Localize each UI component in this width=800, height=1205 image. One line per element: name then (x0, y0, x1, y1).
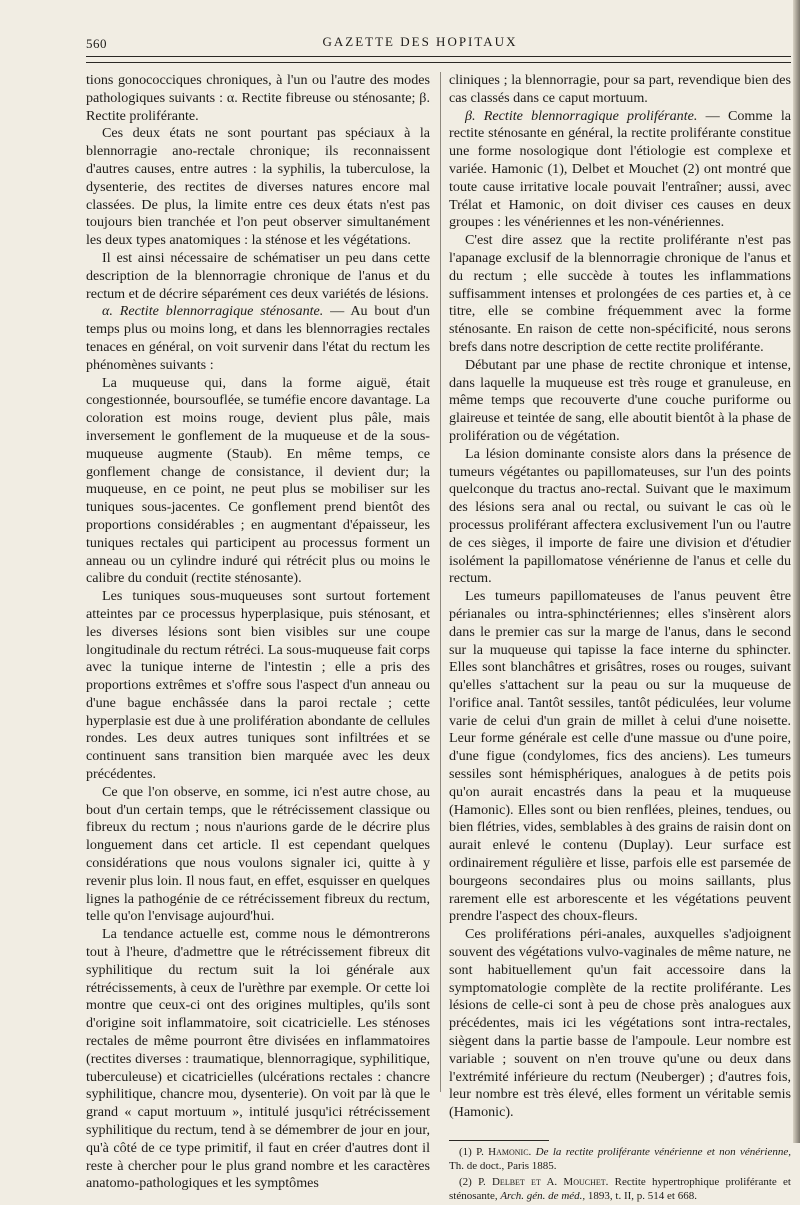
page-number: 560 (86, 36, 107, 51)
right-column (449, 72, 791, 1205)
body-paragraph: Ce que l'on observe, en somme, ici n'est autre chose, au bout d'un certain temps, que le rétrécissement classique ou fibreux du rectum ; nous n'aurions garde de le décrire plus longuement dans cet article. Il est cependant quelques considérations que nous voulons signaler ici, quitte à y revenir plus loin. Il nous faut, en effet, esquisser en quelques lignes la pathogénie de ce rétrécissement fibreux du rectum, telle qu'on l'envisage aujourd'hui. (86, 783, 430, 925)
body-paragraph: Débutant par une phase de rectite chronique et intense, dans laquelle la muqueuse est très rouge et granuleuse, en même temps que recouverte d'une couche puriforme ou glaireuse et teintée de sang, elle aboutit bientôt à la phase de prolifération ou de végétation. (449, 356, 791, 444)
body-paragraph: La muqueuse qui, dans la forme aiguë, était congestionnée, boursouflée, se tuméfie encore davantage. La coloration est moins rouge, devient plus pâle, mais inversement le gonflement de la muqueuse et de la sous-muqueuse augmente (Staub). En même temps, ce gonflement change de consistance, il devient dur; la muqueuse, en ce point, ne peut plus se mobiliser sur les tuniques sous-jacentes. Ce gonflement prend bientôt des proportions considérables ; en augmentant d'épaisseur, les tuniques rectales qui participent au processus forment un anneau ou un cylindre induré qui rétrécit plus ou moins le calibre du conduit (rectite sténosante). (86, 374, 430, 587)
footnote-author: Hamonic. (488, 1146, 532, 1159)
body-paragraph: tions gonococciques chroniques, à l'un ou l'autre des modes pathologiques suivants : α. Rectite fibreuse ou sténosante; β. Rectite proliférante. (86, 72, 430, 124)
page-edge-shadow (793, 0, 800, 1143)
section-beta-intro (449, 108, 791, 233)
header-rule (86, 56, 791, 57)
body-paragraph: Ces proliférations péri-anales, auxquelles s'adjoignent souvent des végétations vulvo-vaginales de même nature, ne sont habituellement qu'un fait accessoire dans la symptomatologie complète de la rectite proliférante. Les lésions de celle-ci sont à peu de chose près analogues aux précédentes, mais ici les végétations sont intra-rectales, siègent dans la partie basse de l'ampoule. Leur nombre est variable ; souvent on n'en trouve qu'une ou deux dans l'extrémité inférieure du rectum (Neuberger) ; d'autres fois, leur nombre est très élevé, elles forment un véritable semis (Hamonic). (449, 926, 791, 1121)
section-alpha-lead: — Au bout d'un temps plus ou moins long, et dans les blennorragies rectales tenaces en général, on voit survenir dans l'état du rectum les phénomènes suivants : (86, 303, 430, 373)
running-head: GAZETTE DES HOPITAUX (322, 34, 518, 49)
body-paragraph: cliniques ; la blennorragie, pour sa part, revendique bien des cas classés dans ce caput mortuum. (449, 72, 791, 106)
footnote (449, 1145, 791, 1173)
section-beta-lead: — Comme la rectite sténosante en général, la rectite proliférante constitue une forme nosologique dont l'étiologie est complexe et variée. Hamonic (1), Delbet et Mouchet (2) ont montré que toute cause irritative locale pouvait l'entraîner; aussi, avec Trélat et Hamonic, on doit diviser ces causes en deux groupes : les vénériennes et les non-vénériennes. (449, 107, 791, 231)
footnote-rule (449, 1140, 549, 1141)
footnote-journal: Arch. gén. de méd., (500, 1190, 586, 1203)
footnote-marker: (2) P. (459, 1176, 492, 1189)
footnote-source: Th. de doct., Paris 1885. (449, 1160, 557, 1173)
footnote-source: Rectite hypertrophique proliférante et sténosante, (449, 1176, 791, 1203)
body-paragraph: C'est dire assez que la rectite proliférante n'est pas l'apanage exclusif de la blennorragie chronique de l'anus et du rectum ; elle succède à toutes les inflammations suffisamment intenses et prolongées de ces parties et, à ce titre, elle se combine fréquemment avec la forme sténosante. En raison de cette non-spécificité, nous serons brefs dans notre description de cette rectite proliférante. (449, 232, 791, 355)
section-beta-heading: β. Rectite blennorragique proliférante. (465, 107, 698, 124)
footnote-marker: (1) P. (459, 1146, 489, 1159)
body-paragraph: La tendance actuelle est, comme nous le démontrerons tout à l'heure, d'admettre que le rétrécissement fibreux dit syphilitique du rectum suit la loi générale aux rétrécissements, à ceux de l'urèthre par exemple. Or cette loi montre que ceux-ci ont des origines multiples, qu'ils sont d'origine soit inflammatoire, soit cicatricielle. Les sténoses rectales de même pourront être divisées en inflammatoires (rectites diverses : traumatique, blennorragique, syphilitique, tuberculeuse) et cicatricielles (ulcérations rectales : chancre syphilitique, chancre mou, dysenterie). On voit par là que le grand « caput mortuum », intitulé jusqu'ici rétrécissement syphilitique du rectum, tend à se démembrer de jour en jour, qu'à côté de ce type primitif, il faut en créer d'autres dont il reste à chercher pour le plus grand nombre et les caractères anatomo-pathologiques et les symptômes (86, 926, 430, 1192)
footnote-reference: 1893, t. II, p. 514 et 668. (585, 1190, 697, 1203)
footnote (449, 1175, 791, 1203)
left-column (86, 72, 430, 1193)
footnote-title: De la rectite proliférante vénérienne et non vénérienne, (531, 1146, 791, 1159)
body-paragraph: Ces deux états ne sont pourtant pas spéciaux à la blennorragie ano-rectale chronique; ils reconnaissent d'autres causes, entre autres : la syphilis, la tuberculose, la dysenterie, des rectites de diverses natures encore mal classées. De plus, la limite entre ces deux états n'est pas toujours bien tranchée et l'on peut observer simultanément les deux types anatomiques : la sténose et les végétations. (86, 125, 430, 249)
body-paragraph: Il est ainsi nécessaire de schématiser un peu dans cette description de la blennorragie chronique de l'anus et du rectum et de décrire séparément ces deux variétés de lésions. (86, 249, 430, 302)
body-paragraph: Les tuniques sous-muqueuses sont surtout fortement atteintes par ce processus hyperplasique, puis sténosant, et les diverses lésions sont bien visibles sur une coupe longitudinale du rectum rétréci. La sous-muqueuse fait corps avec la tunique interne de l'intestin ; elle a pris des proportions extrêmes et s'offre sous l'aspect d'un anneau ou d'une bague enchâssée dans la paroi rectale ; cette hyperplasie est due à une prolifération abondante de cellules rondes. Les deux autres tuniques sont infiltrées et se continuent sans transition bien marquée avec les deux précédentes. (86, 588, 430, 783)
section-alpha-heading: α. Rectite blennorragique sténosante. (102, 303, 324, 320)
body-paragraph: Les tumeurs papillomateuses de l'anus peuvent être périanales ou intra-sphinctériennes; elles s'insèrent alors dans le premier cas sur la marge de l'anus, dans le second sur la muqueuse qui tapisse la face interne du sphincter. Elles sont blanchâtres et grisâtres, roses ou rouges, suivant qu'elles s'attachent sur la peau ou sur la muqueuse de l'orifice anal. Tantôt sessiles, tantôt pédiculées, leur volume varie de celui d'un grain de millet à celui d'une noisette. Leur forme générale est celle d'une massue ou d'une poire, d'une figue (condylomes, fics des anciens). Les tumeurs sessiles sont hémisphériques, analogues à de petits pois qu'on aurait encastrés dans la peau et la muqueuse (Hamonic). Elles sont ou bien renflées, pleines, tendues, ou bien flétries, vides, semblables à des grains de raisin dont on aurait enlevé le contenu (Duplay). Leur surface est ordinairement régulière et lisse, parfois elle est parsemée de bourgeons secondaires plus ou moins saillants, plus rarement elle est arborescente et les végétations peuvent prendre l'aspect des choux-fleurs. (449, 588, 791, 925)
footnotes (449, 1145, 791, 1203)
column-divider (440, 72, 441, 1092)
section-alpha-intro (86, 303, 430, 374)
header-rule-double (86, 62, 791, 63)
body-paragraph: La lésion dominante consiste alors dans la présence de tumeurs végétantes ou papillomateuses, sur l'un des points quelconque du tractus ano-rectal. Suivant que le maximum des lésions sera anal ou rectal, ou suivant le cas où le processus proliférant affectera exclusivement l'un ou l'autre de ces sièges, il importe de faire une division et d'étudier isolément la papillomatose vénérienne de l'anus et celle du rectum. (449, 445, 791, 587)
footnote-author: Delbet et A. Mouchet. (491, 1176, 609, 1189)
